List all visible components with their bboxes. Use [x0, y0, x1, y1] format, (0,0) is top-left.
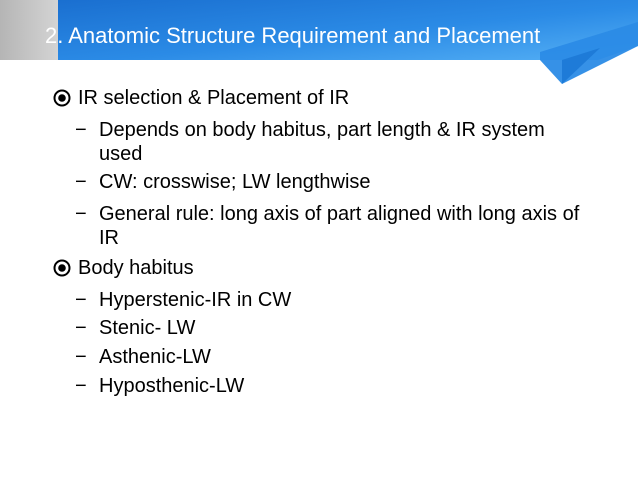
bullet-level1: Body habitus [78, 257, 194, 279]
dash-bullet-icon: − [75, 171, 87, 193]
bullet-level1: IR selection & Placement of IR [78, 87, 350, 109]
bullet-level2-line: IR [99, 227, 119, 249]
bullet-level2-line: used [99, 143, 143, 165]
dash-bullet-icon: − [75, 375, 87, 397]
bullet-level2-line: Hyposthenic-LW [99, 375, 245, 397]
dash-bullet-icon: − [75, 203, 87, 225]
bullet-level2-line: Stenic- LW [99, 317, 196, 339]
target-bullet-icon [52, 258, 72, 278]
bullet-level2-line: General rule: long axis of part aligned with long axis of [99, 203, 580, 225]
title-banner [0, 0, 638, 84]
bullet-level2-line: Asthenic-LW [99, 346, 211, 368]
dash-bullet-icon: − [75, 119, 87, 141]
bullet-level2-line: CW: crosswise; LW lengthwise [99, 171, 371, 193]
bullet-level2-line: Depends on body habitus, part length & IR system [99, 119, 545, 141]
slide-title: 2. Anatomic Structure Requirement and Placement [45, 23, 541, 48]
target-bullet-icon [52, 88, 72, 108]
dash-bullet-icon: − [75, 289, 87, 311]
dash-bullet-icon: − [75, 317, 87, 339]
bullet-level2-line: Hyperstenic-IR in CW [99, 289, 292, 311]
dash-bullet-icon: − [75, 346, 87, 368]
